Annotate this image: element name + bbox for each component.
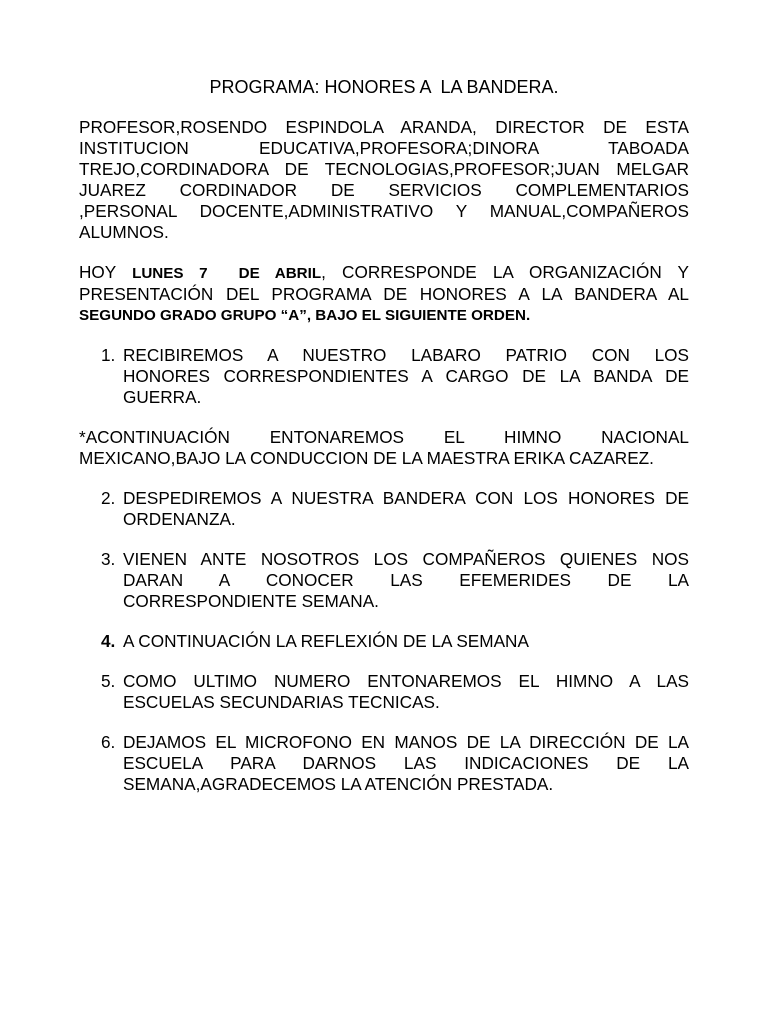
continuacion-paragraph: [79, 427, 689, 469]
intro-line: TREJO,CORDINADORA DE TECNOLOGIAS,PROFESOR;JUAN MELGAR: [79, 159, 689, 179]
page-title: PROGRAMA: HONORES A LA BANDERA.: [209, 77, 559, 97]
list-item-line: COMO ULTIMO NUMERO ENTONAREMOS EL HIMNO A LAS: [123, 671, 689, 691]
hoy-paragraph: [79, 262, 689, 326]
list-item-line: DEJAMOS EL MICROFONO EN MANOS DE LA DIRECCIÓN DE LA: [123, 732, 689, 752]
list-item: [79, 732, 689, 795]
hoy-line-1: [79, 262, 689, 284]
list-item-number: 3.: [101, 549, 116, 569]
intro-line: INSTITUCION EDUCATIVA,PROFESORA;DINORA TABOADA: [79, 138, 689, 158]
intro-line: ,PERSONAL DOCENTE,ADMINISTRATIVO Y MANUAL,COMPAÑEROS: [79, 201, 689, 221]
list-item-line: ORDENANZA.: [123, 509, 236, 529]
intro-line: ALUMNOS.: [79, 222, 169, 242]
list-item-number: 2.: [101, 488, 116, 508]
list-item: [79, 631, 689, 652]
list-item-number: 1.: [101, 345, 116, 365]
continuacion-line: *ACONTINUACIÓN ENTONAREMOS EL HIMNO NACIONAL: [79, 427, 689, 447]
list-item-line: CORRESPONDIENTE SEMANA.: [123, 591, 379, 611]
list-item-line: HONORES CORRESPONDIENTES A CARGO DE LA BANDA DE: [123, 366, 689, 386]
list-item-line: ESCUELAS SECUNDARIAS TECNICAS.: [123, 692, 440, 712]
list-item-number: 6.: [101, 732, 116, 752]
continuacion-line: MEXICANO,BAJO LA CONDUCCION DE LA MAESTRA ERIKA CAZAREZ.: [79, 448, 654, 468]
hoy-line-2: PRESENTACIÓN DEL PROGRAMA DE HONORES A LA BANDERA AL: [79, 284, 689, 304]
list-item-line: DESPEDIREMOS A NUESTRA BANDERA CON LOS HONORES DE: [123, 488, 689, 508]
list-item-line: VIENEN ANTE NOSOTROS LOS COMPAÑEROS QUIENES NOS: [123, 549, 689, 569]
list-item-number: 4.: [101, 631, 116, 651]
list-item: [79, 549, 689, 612]
hoy-label: HOY: [79, 262, 133, 282]
list-item-line: ESCUELA PARA DARNOS LAS INDICACIONES DE LA: [123, 753, 689, 773]
list-item-line: RECIBIREMOS A NUESTRO LABARO PATRIO CON LOS: [123, 345, 689, 365]
list-item-line: A CONTINUACIÓN LA REFLEXIÓN DE LA SEMANA: [123, 631, 529, 651]
list-item: [79, 671, 689, 713]
list-item-number: 5.: [101, 671, 116, 691]
intro-paragraph: [79, 117, 689, 243]
list-item: [79, 345, 689, 408]
intro-line: PROFESOR,ROSENDO ESPINDOLA ARANDA, DIRECTOR DE ESTA: [79, 117, 689, 137]
hoy-text: , CORRESPONDE LA ORGANIZACIÓN Y: [321, 262, 690, 282]
list-item-line: DARAN A CONOCER LAS EFEMERIDES DE LA: [123, 570, 689, 590]
list-item-line: GUERRA.: [123, 387, 202, 407]
hoy-line-3: SEGUNDO GRADO GRUPO “A”, BAJO EL SIGUIENTE ORDEN.: [79, 307, 531, 324]
list-item: [79, 488, 689, 530]
intro-line: JUAREZ CORDINADOR DE SERVICIOS COMPLEMENTARIOS: [79, 180, 689, 200]
document-body: [79, 76, 689, 814]
list-item-line: SEMANA,AGRADECEMOS LA ATENCIÓN PRESTADA.: [123, 774, 554, 794]
date-text: LUNES 7 DE ABRIL: [132, 265, 322, 282]
